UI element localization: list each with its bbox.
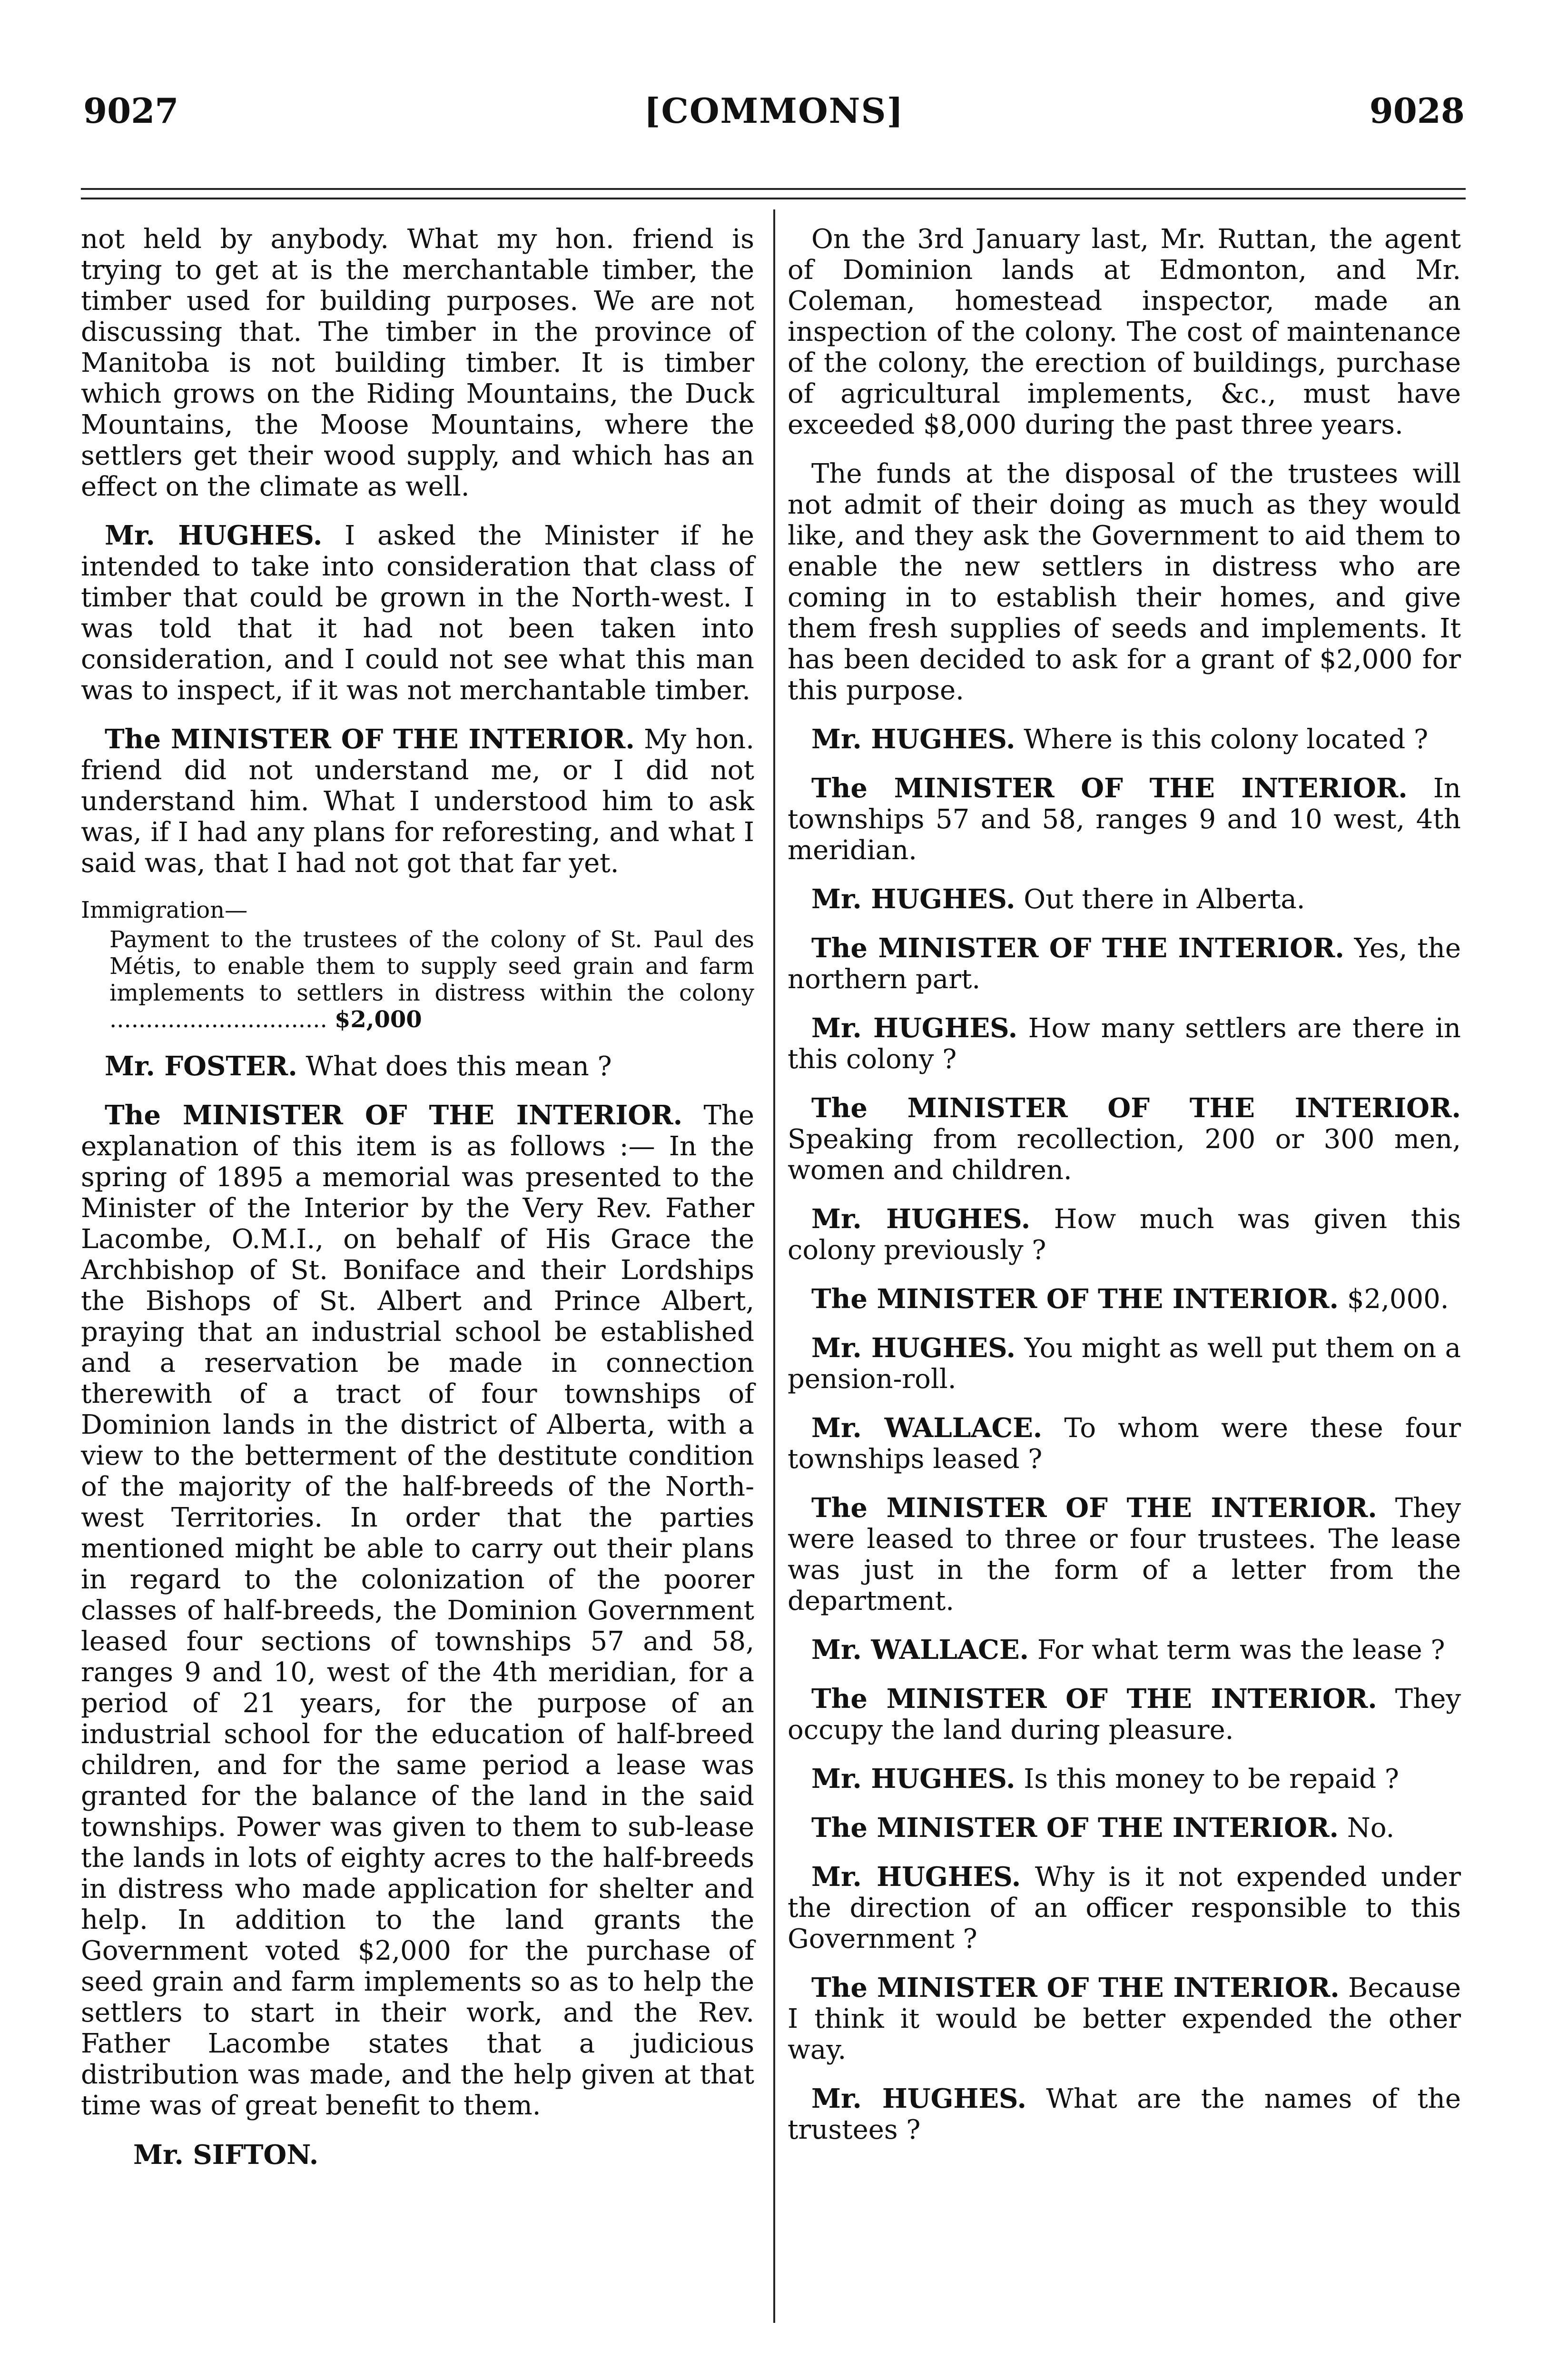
speaker-name: Mr. HUGHES. [105, 520, 323, 551]
paragraph: The MINISTER OF THE INTERIOR. In townships 57 and 58, ranges 9 and 10 west, 4th meridian. [788, 773, 1461, 866]
paragraph: The funds at the disposal of the trustees will not admit of their doing as much as they would like, and they ask the Government to aid them to enable the new settlers in distress who are coming in to establish their homes, and give them fresh supplies of seeds and implements. It has been decided to ask for a grant of $2,000 for this purpose. [788, 458, 1461, 706]
speaker-name: Mr. HUGHES. [811, 1763, 1016, 1795]
paragraph: Mr. HUGHES. What are the names of the trustees ? [788, 2083, 1461, 2145]
paragraph: The MINISTER OF THE INTERIOR. My hon. friend did not understand me, or I did not understand him. What I understood him to ask was, if I had any plans for reforesting, and what I said was, that I had not got that far yet. [81, 724, 754, 879]
left-page-number: 9027 [83, 90, 179, 131]
header-rule-top [81, 188, 1466, 190]
page-header [0, 90, 1548, 143]
speaker-name: Mr. SIFTON. [133, 2139, 319, 2171]
paragraph: The MINISTER OF THE INTERIOR. $2,000. [811, 1283, 1449, 1315]
paragraph: The MINISTER OF THE INTERIOR. Speaking from recollection, 200 or 300 men, women and children. [788, 1092, 1461, 1186]
estimate-amount: $2,000 [335, 1006, 422, 1033]
paragraph: Mr. HUGHES. Why is it not expended under the direction of an officer responsible to this Government ? [788, 1861, 1461, 1954]
speaker-name: The MINISTER OF THE INTERIOR. [105, 1100, 683, 1131]
paragraph: Mr. FOSTER. What does this mean ? [105, 1051, 612, 1082]
column-divider [773, 209, 775, 2323]
paragraph: Mr. HUGHES. You might as well put them on a pension-roll. [788, 1332, 1461, 1395]
paragraph: Mr. HUGHES. How much was given this colony previously ? [788, 1203, 1461, 1266]
paragraph: Mr. HUGHES. Out there in Alberta. [811, 883, 1305, 915]
speaker-name: Mr. WALLACE. [811, 1634, 1029, 1666]
speaker-name: Mr. HUGHES. [811, 724, 1016, 755]
page-title: [COMMONS] [644, 90, 904, 131]
speaker-name: The MINISTER OF THE INTERIOR. [811, 1092, 1461, 1124]
speaker-name: The MINISTER OF THE INTERIOR. [811, 1283, 1339, 1315]
left-column [81, 224, 754, 2171]
paragraph: The MINISTER OF THE INTERIOR. They occupy the land during pleasure. [788, 1683, 1461, 1745]
paragraph: Mr. WALLACE. For what term was the lease ? [811, 1634, 1445, 1666]
speaker-name: The MINISTER OF THE INTERIOR. [811, 773, 1408, 804]
speaker-name: Mr. HUGHES. [811, 1203, 1031, 1235]
speaker-name: Mr. HUGHES. [811, 1332, 1016, 1364]
estimate-item: Payment to the trustees of the colony of St. Paul des Métis, to enable them to supply seed grain and farm implements to settlers in distress within the colony .............................. $2,000 [109, 926, 754, 1033]
paragraph: The MINISTER OF THE INTERIOR. Because I think it would be better expended the other way. [788, 1972, 1461, 2065]
speaker-name: Mr. WALLACE. [811, 1412, 1043, 1444]
speaker-name: The MINISTER OF THE INTERIOR. [811, 1812, 1339, 1844]
right-column [788, 224, 1461, 2163]
paragraph: The MINISTER OF THE INTERIOR. No. [811, 1812, 1395, 1844]
paragraph: Mr. HUGHES. Is this money to be repaid ? [811, 1763, 1399, 1795]
paragraph: The MINISTER OF THE INTERIOR. They were leased to three or four trustees. The lease was just in the form of a letter from the department. [788, 1492, 1461, 1616]
paragraph: not held by anybody. What my hon. friend is trying to get at is the merchantable timber, the timber used for building purposes. We are not discussing that. The timber in the province of Manitoba is not building timber. It is timber which grows on the Riding Mountains, the Duck Mountains, the Moose Mountains, where the settlers get their wood supply, and which has an effect on the climate as well. [81, 224, 754, 502]
right-page-number: 9028 [1369, 90, 1465, 131]
paragraph: Mr. HUGHES. Where is this colony located ? [811, 724, 1429, 755]
speaker-name: Mr. HUGHES. [811, 1012, 1018, 1044]
speaker-name: The MINISTER OF THE INTERIOR. [105, 724, 635, 755]
speaker-name: The MINISTER OF THE INTERIOR. [811, 1972, 1340, 2003]
paragraph: Mr. HUGHES. I asked the Minister if he intended to take into consideration that class of timber that could be grown in the North-west. I was told that it had not been taken into consideration, and I could not see what this man was to inspect, if it was not merchantable timber. [81, 520, 754, 706]
estimate-item-heading: Immigration— [81, 897, 248, 923]
paragraph: The MINISTER OF THE INTERIOR. The explanation of this item is as follows :— In the spring of 1895 a memorial was presented to the Minister of the Interior by the Very Rev. Father Lacombe, O.M.I., on behalf of His Grace the Archbishop of St. Boniface and their Lordships the Bishops of St. Albert and Prince Albert, praying that an industrial school be established and a reservation be made in connection therewith of a tract of four townships of Dominion lands in the district of Alberta, with a view to the betterment of the destitute condition of the majority of the half-breeds of the North-west Territories. In order that the parties mentioned might be able to carry out their plans in regard to the colonization of the poorer classes of half-breeds, the Dominion Government leased four sections of townships 57 and 58, ranges 9 and 10, west of the 4th meridian, for a period of 21 years, for the purpose of an industrial school for the education of half-breed children, and for the same period a lease was granted for the balance of the land in the said townships. Power was given to them to sub-lease the lands in lots of eighty acres to the half-breeds in distress who made application for shelter and help. In addition to the land grants the Government voted $2,000 for the purchase of seed grain and farm implements so as to help the settlers to start in their work, and the Rev. Father Lacombe states that a judicious distribution was made, and the help given at that time was of great benefit to them. [81, 1100, 754, 2121]
header-rule-bottom [81, 198, 1466, 199]
paragraph: Mr. WALLACE. To whom were these four townships leased ? [788, 1412, 1461, 1475]
speaker-name: The MINISTER OF THE INTERIOR. [811, 932, 1344, 964]
paragraph: Mr. HUGHES. How many settlers are there in this colony ? [788, 1012, 1461, 1075]
speaker-name: The MINISTER OF THE INTERIOR. [811, 1492, 1377, 1524]
speaker-name: Mr. HUGHES. [811, 2083, 1026, 2114]
paragraph: On the 3rd January last, Mr. Ruttan, the agent of Dominion lands at Edmonton, and Mr. Coleman, homestead inspector, made an inspection of the colony. The cost of maintenance of the colony, the erection of buildings, purchase of agricultural implements, &c., must have exceeded $8,000 during the past three years. [788, 224, 1461, 440]
speaker-name: The MINISTER OF THE INTERIOR. [811, 1683, 1377, 1715]
speaker-name: Mr. HUGHES. [811, 883, 1016, 915]
speaker-name: Mr. HUGHES. [811, 1861, 1021, 1893]
paragraph: The MINISTER OF THE INTERIOR. Yes, the northern part. [788, 932, 1461, 995]
speaker-name: Mr. FOSTER. [105, 1051, 297, 1082]
